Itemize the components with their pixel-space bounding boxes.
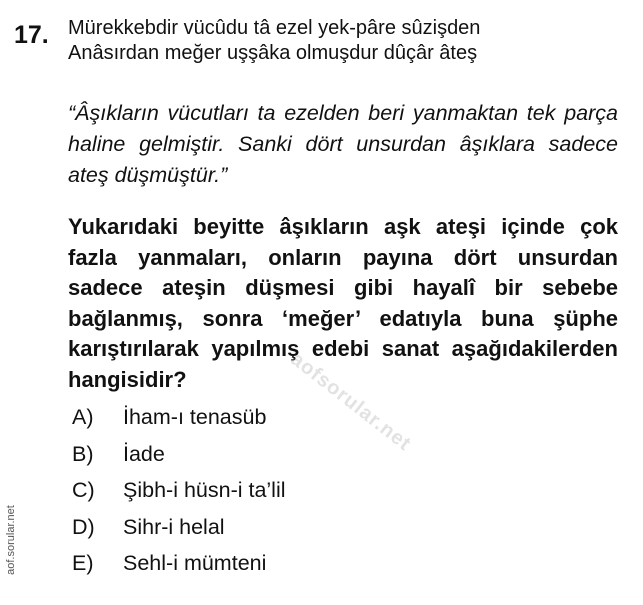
option-d[interactable] — [72, 515, 286, 552]
diagonal-watermark: aofsorular.net — [286, 348, 416, 456]
option-c[interactable] — [72, 478, 286, 515]
option-text: Şibh-i hüsn-i ta’lil — [123, 478, 286, 502]
verse-line-1: Mürekkebdir vücûdu tâ ezel yek-pâre sûzişden — [68, 17, 481, 39]
option-letter: B) — [72, 441, 94, 466]
option-letter: E) — [72, 551, 94, 575]
option-letter: A) — [72, 405, 94, 429]
side-watermark: aof.sorular.net — [5, 505, 17, 575]
option-a[interactable] — [72, 405, 286, 442]
verse-translation: “Âşıkların vücutları ta ezelden beri yanmaktan tek parça haline gelmiştir. Sanki dört unsurdan âşıklara sadece ateş düşmüştür.” — [68, 101, 618, 187]
option-text: Sihr-i helal — [123, 514, 225, 539]
option-b[interactable] — [72, 442, 286, 479]
option-letter: C) — [72, 478, 95, 502]
question-stem: Yukarıdaki beyitte âşıkların aşk ateşi içinde çok fazla yanmaları, onların payına dört unsurdan sadece ateşin düşmesi gibi hayalî bir sebebe bağlanmış, sonra ‘meğer’ edatıyla buna şüphe karıştırılarak yapılmış edebi sanat aşağıdakilerden hangisidir? — [68, 214, 618, 392]
verse-couplet — [68, 16, 628, 66]
verse-line-2: Anâsırdan meğer uşşâka olmuşdur dûçâr âteş — [68, 42, 478, 64]
answer-options — [72, 405, 286, 588]
question-number: 17. — [14, 21, 49, 49]
option-text: İham-ı tenasüb — [123, 405, 267, 429]
option-text: Sehl-i mümteni — [123, 551, 267, 575]
option-e[interactable] — [72, 551, 286, 588]
option-letter: D) — [72, 514, 95, 539]
option-text: İade — [123, 441, 165, 466]
